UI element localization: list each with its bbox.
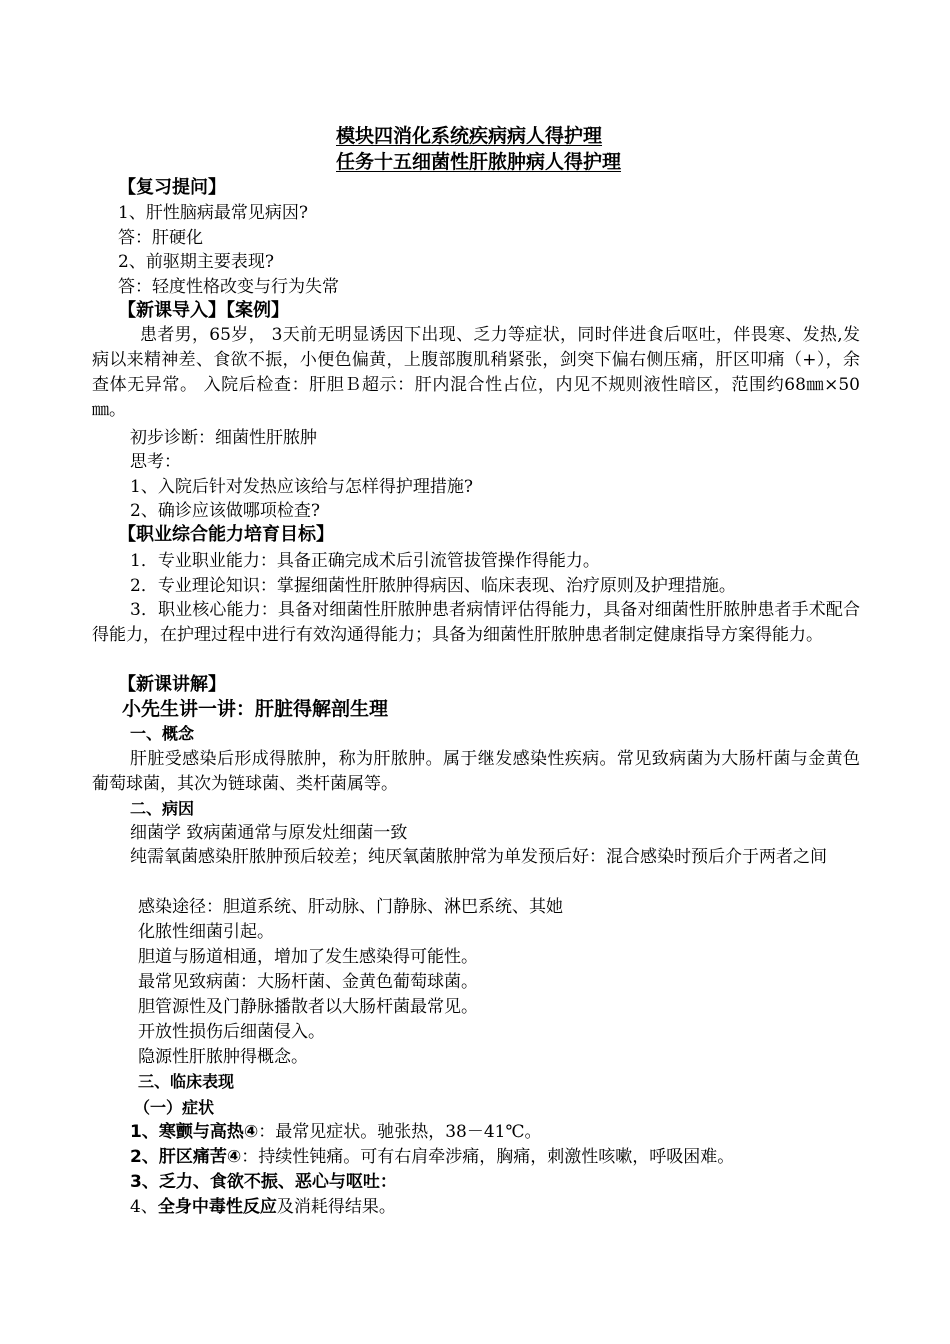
case-description: 患者男，65岁， 3天前无明显诱因下出现、乏力等症状，同时伴进食后呕吐，伴畏寒、发热,发病以来精神差、食欲不振，小便色偏黄，上腹部腹肌稍紧张，剑突下偏右侧压痛，肝区叩痛（+），余查体无异常。 入院后检查：肝胆Ｂ超示：肝内混合性占位，内见不规则液性暗区，范围约68㎜×50㎜。 [92, 325, 860, 420]
symptom-4-title: 全身中毒性反应 [157, 1197, 277, 1217]
symptom-1-text: ：最常见症状。驰张热，38－41℃。 [258, 1122, 542, 1142]
lecture-heading: 【新课讲解】 [118, 674, 226, 695]
infection-route-4: 最常见致病菌：大肠杆菌、金黄色葡萄球菌。 [138, 972, 478, 992]
initial-diagnosis: 初步诊断：细菌性肝脓肿 [130, 428, 317, 448]
intro-heading: 【新课导入】【案例】 [118, 300, 289, 321]
section-concept-heading: 一、概念 [130, 724, 195, 743]
concept-text: 肝脏受感染后形成得脓肿，称为肝脓肿。属于继发感染性疾病。常见致病菌为大肠杆菌与金黄色葡萄球菌，其次为链球菌、类杆菌属等。 [92, 749, 860, 794]
goal-2: 2．专业理论知识：掌握细菌性肝脓肿得病因、临床表现、治疗原则及护理措施。 [130, 576, 736, 596]
goal-1: 1．专业职业能力：具备正确完成术后引流管拔管操作得能力。 [130, 551, 600, 571]
symptom-3: 3、乏力、食欲不振、恶心与呕吐： [130, 1172, 397, 1192]
page-title-line1: 模块四消化系统疾病病人得护理 [336, 125, 603, 147]
infection-route-5: 胆管源性及门静脉播散者以大肠杆菌最常见。 [138, 997, 478, 1017]
think-question-1: 1、入院后针对发热应该给与怎样得护理措施? [130, 477, 473, 497]
symptom-4 [130, 1195, 396, 1219]
symptom-1 [130, 1120, 542, 1144]
symptom-1-title: 1、寒颤与高热④ [130, 1122, 259, 1142]
symptom-4-number: 4、 [130, 1197, 158, 1217]
symptom-2-text: ：持续性钝痛。可有右肩牵涉痛，胸痛，刺激性咳嗽，呼吸困难。 [241, 1147, 735, 1167]
goal-3: 3．职业核心能力：具备对细菌性肝脓肿患者病情评估得能力，具备对细菌性肝脓肿患者手术配合得能力，在护理过程中进行有效沟通得能力；具备为细菌性肝脓肿患者制定健康指导方案得能力。 [92, 600, 860, 645]
cause-prognosis: 纯需氧菌感染肝脓肿预后较差；纯厌氧菌脓肿常为单发预后好：混合感染时预后介于两者之间 [130, 847, 827, 867]
page-title-line2: 任务十五细菌性肝脓肿病人得护理 [336, 151, 622, 173]
infection-route-1: 感染途径：胆道系统、肝动脉、门静脉、淋巴系统、其她 [138, 897, 563, 917]
section-clinical-heading: 三、临床表现 [138, 1072, 235, 1091]
infection-route-6: 开放性损伤后细菌侵入。 [138, 1022, 325, 1042]
think-label: 思考： [130, 452, 181, 472]
review-question-2: 2、前驱期主要表现? [118, 252, 274, 272]
symptom-2-title: 2、肝区痛苦④ [130, 1147, 242, 1167]
review-question-1: 1、肝性脑病最常见病因? [118, 203, 308, 223]
infection-route-7: 隐源性肝脓肿得概念。 [138, 1047, 308, 1067]
lecture-topic: 小先生讲一讲：肝脏得解剖生理 [122, 698, 389, 720]
think-question-2: 2、确诊应该做哪项检查? [130, 501, 320, 521]
infection-route-3: 胆道与肠道相通，增加了发生感染得可能性。 [138, 947, 478, 967]
section-cause-heading: 二、病因 [130, 799, 195, 818]
symptom-2 [130, 1145, 734, 1169]
symptom-4-text: 及消耗得结果。 [276, 1197, 396, 1217]
cause-bacteriology: 细菌学 致病菌通常与原发灶细菌一致 [130, 823, 408, 843]
review-heading: 【复习提问】 [118, 177, 226, 198]
symptoms-subheading: （一）症状 [134, 1098, 215, 1117]
review-answer-1: 答：肝硬化 [118, 228, 203, 248]
infection-route-2: 化脓性细菌引起。 [138, 922, 274, 942]
goals-heading: 【职业综合能力培育目标】 [118, 524, 334, 545]
review-answer-2: 答：轻度性格改变与行为失常 [118, 277, 339, 297]
